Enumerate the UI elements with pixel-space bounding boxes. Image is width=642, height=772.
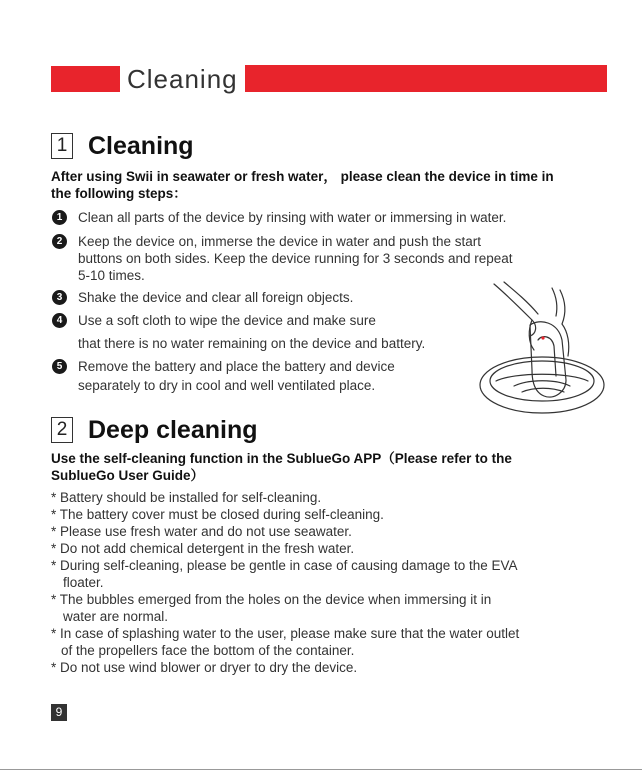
section-title: Deep cleaning (88, 416, 258, 444)
step-number-badge: 2 (52, 234, 67, 249)
step-number-badge: 3 (52, 290, 67, 305)
step-text: separately to dry in cool and well ventilated place. (78, 378, 376, 393)
step-text: Use a soft cloth to wipe the device and make sure (78, 313, 376, 328)
step-text: buttons on both sides. Keep the device running for 3 seconds and repeat (78, 251, 513, 266)
section-lead-line: After using Swii in seawater or fresh water， please clean the device in time in (51, 169, 554, 184)
note-item: * The bubbles emerged from the holes on the device when immersing it in (51, 592, 492, 607)
note-item: * In case of splashing water to the user, please make sure that the water outlet (51, 626, 520, 641)
section-lead-line: SublueGo User Guide） (51, 468, 205, 483)
section-number-box: 2 (51, 417, 73, 443)
cleaning-illustration (474, 280, 612, 418)
step-text: Keep the device on, immerse the device in water and push the start (78, 234, 481, 249)
note-item: * During self-cleaning, please be gentle in case of causing damage to the EVA (51, 558, 518, 573)
note-item: * Battery should be installed for self-cleaning. (51, 490, 322, 505)
step-text: Clean all parts of the device by rinsing with water or immersing in water. (78, 210, 507, 225)
step-text: Shake the device and clear all foreign objects. (78, 290, 354, 305)
header-accent-bar-left (51, 66, 120, 92)
step-number-badge: 5 (52, 359, 67, 374)
step-number-badge: 4 (52, 313, 67, 328)
step-number-badge: 1 (52, 210, 67, 225)
page-number: 9 (51, 704, 67, 721)
step-text: Remove the battery and place the battery and device (78, 359, 395, 374)
step-text: that there is no water remaining on the device and battery. (78, 336, 426, 351)
section-lead-line: Use the self-cleaning function in the SublueGo APP（Please refer to the (51, 451, 512, 466)
section-number-box: 1 (51, 133, 73, 159)
note-item-continued: of the propellers face the bottom of the container. (61, 643, 355, 658)
section-title: Cleaning (88, 132, 194, 160)
note-item: * Do not use wind blower or dryer to dry the device. (51, 660, 358, 675)
note-item: * Please use fresh water and do not use seawater. (51, 524, 352, 539)
note-item-continued: water are normal. (63, 609, 169, 624)
note-item: * The battery cover must be closed during self-cleaning. (51, 507, 384, 522)
header-accent-bar-right (245, 65, 607, 92)
step-text: 5-10 times. (78, 268, 145, 283)
page-bottom-divider (0, 769, 642, 770)
note-item-continued: floater. (63, 575, 104, 590)
section-lead-line: the following steps： (51, 186, 187, 201)
page-title: Cleaning (127, 64, 238, 94)
note-item: * Do not add chemical detergent in the fresh water. (51, 541, 355, 556)
